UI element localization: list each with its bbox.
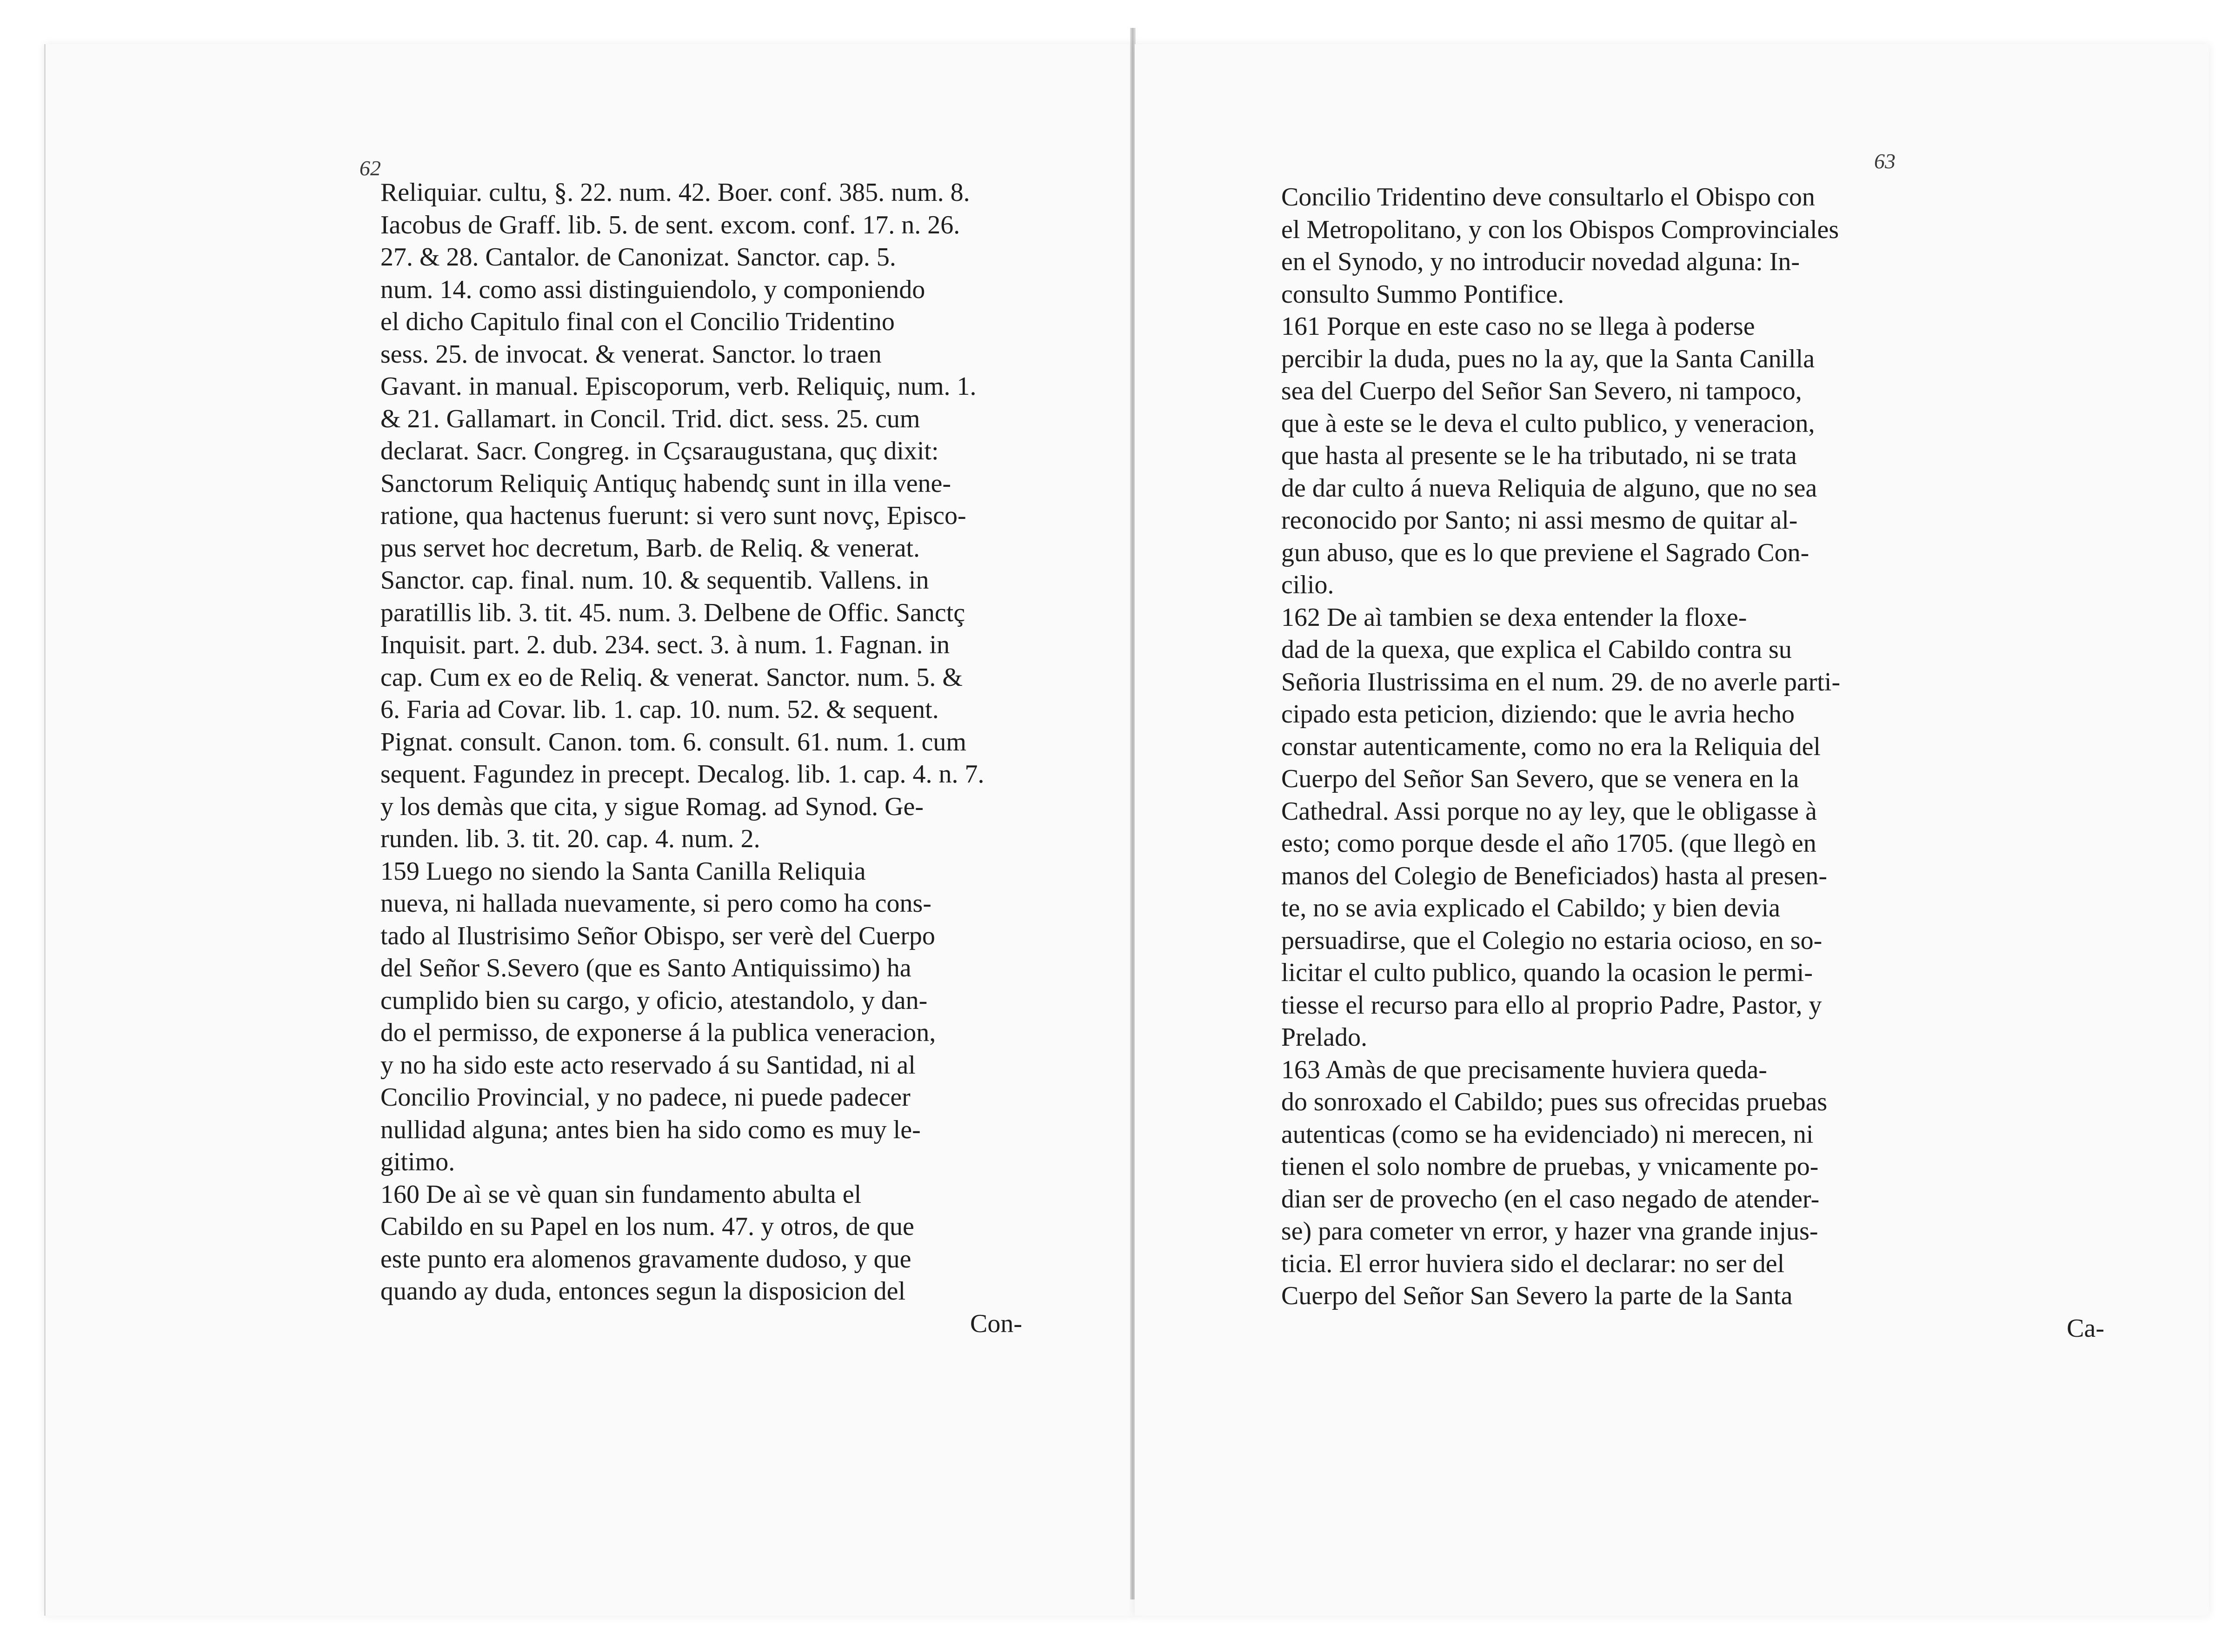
right-text-line: dad de la quexa, que explica el Cabildo contra su bbox=[1281, 635, 1792, 664]
right-text-line: percibir la duda, pues no la ay, que la Santa Canilla bbox=[1281, 344, 1815, 373]
right-text-line: cipado esta peticion, diziendo: que le avria hecho bbox=[1281, 700, 1795, 729]
left-text-line: 160 De aì se vè quan sin fundamento abulta el bbox=[380, 1180, 862, 1209]
left-text-line: y no ha sido este acto reservado á su Santidad, ni al bbox=[380, 1050, 916, 1080]
left-text-line: Sanctorum Reliquiç Antiquç habendç sunt in illa vene- bbox=[380, 469, 951, 498]
left-text-line: Inquisit. part. 2. dub. 234. sect. 3. à num. 1. Fagnan. in bbox=[380, 630, 950, 659]
left-text-line: 159 Luego no siendo la Santa Canilla Reliquia bbox=[380, 856, 866, 886]
left-text-line: num. 14. como assi distinguiendolo, y componiendo bbox=[380, 275, 925, 304]
right-text-line: tienen el solo nombre de pruebas, y vnicamente po- bbox=[1281, 1152, 1819, 1181]
right-text-line: persuadirse, que el Colegio no estaria ocioso, en so- bbox=[1281, 926, 1823, 955]
page-number-right: 63 bbox=[1874, 149, 1896, 173]
left-text-line: Cabildo en su Papel en los num. 47. y otros, de que bbox=[380, 1212, 914, 1241]
catchword-left: Con- bbox=[970, 1309, 1022, 1338]
page-number-left: 62 bbox=[359, 156, 381, 180]
left-text-line: nueva, ni hallada nuevamente, si pero como ha cons- bbox=[380, 889, 931, 918]
left-text-line: tado al Ilustrisimo Señor Obispo, ser verè del Cuerpo bbox=[380, 921, 935, 950]
right-page-text bbox=[1281, 181, 2118, 1345]
left-text-line: cumplido bien su cargo, y oficio, atestandolo, y dan- bbox=[380, 986, 928, 1015]
left-text-line: 6. Faria ad Covar. lib. 1. cap. 10. num. 52. & sequent. bbox=[380, 695, 939, 724]
left-text-line: 27. & 28. Cantalor. de Canonizat. Sanctor. cap. 5. bbox=[380, 243, 896, 272]
right-text-line: Cuerpo del Señor San Severo, que se venera en la bbox=[1281, 764, 1799, 793]
left-text-line: pus servet hoc decretum, Barb. de Reliq. & venerat. bbox=[380, 533, 920, 563]
right-text-line: licitar el culto publico, quando la ocasion le permi- bbox=[1281, 958, 1813, 987]
right-text-line: ticia. El error huviera sido el declarar: no ser del bbox=[1281, 1249, 1785, 1278]
right-text-line: en el Synodo, y no introducir novedad alguna: In- bbox=[1281, 247, 1800, 276]
right-text-line: que hasta al presente se le ha tributado, ni se trata bbox=[1281, 441, 1797, 470]
right-text-line: se) para cometer vn error, y hazer vna grande injus- bbox=[1281, 1217, 1818, 1246]
right-text-line: gun abuso, que es lo que previene el Sagrado Con- bbox=[1281, 538, 1809, 567]
right-text-line: reconocido por Santo; ni assi mesmo de quitar al- bbox=[1281, 506, 1798, 535]
right-text-line: 161 Porque en este caso no se llega à poderse bbox=[1281, 312, 1755, 341]
left-page-text bbox=[380, 177, 1036, 1340]
left-text-line: cap. Cum ex eo de Reliq. & venerat. Sanctor. num. 5. & bbox=[380, 663, 963, 692]
left-page bbox=[44, 44, 1136, 1616]
left-text-line: & 21. Gallamart. in Concil. Trid. dict. sess. 25. cum bbox=[380, 404, 920, 433]
right-text-line: tiesse el recurso para ello al proprio Padre, Pastor, y bbox=[1281, 990, 1822, 1020]
left-text-line: paratillis lib. 3. tit. 45. num. 3. Delbene de Offic. Sanctç bbox=[380, 598, 965, 627]
right-text-line: consulto Summo Pontifice. bbox=[1281, 279, 1564, 309]
left-text-line: Iacobus de Graff. lib. 5. de sent. excom. conf. 17. n. 26. bbox=[380, 210, 960, 239]
right-text-line: Cuerpo del Señor San Severo la parte de la Santa bbox=[1281, 1281, 1793, 1310]
right-text-line: te, no se avia explicado el Cabildo; y bien devia bbox=[1281, 894, 1780, 922]
right-text-line: constar autenticamente, como no era la Reliquia del bbox=[1281, 732, 1821, 761]
right-text-line: autenticas (como se ha evidenciado) ni merecen, ni bbox=[1281, 1120, 1814, 1149]
left-text-line: nullidad alguna; antes bien ha sido como es muy le- bbox=[380, 1115, 921, 1144]
right-text-line: que à este se le deva el culto publico, y veneracion, bbox=[1281, 409, 1815, 438]
left-text-line: Gavant. in manual. Episcoporum, verb. Reliquiç, num. 1. bbox=[380, 372, 977, 401]
left-text-line: Pignat. consult. Canon. tom. 6. consult. 61. num. 1. cum bbox=[380, 727, 966, 756]
catchword-right: Ca- bbox=[2067, 1314, 2104, 1343]
left-text-line: ratione, qua hactenus fuerunt: si vero sunt novç, Episco- bbox=[380, 501, 966, 530]
left-text-line: do el permisso, de exponerse á la publica veneracion, bbox=[380, 1018, 936, 1047]
left-text-line: gitimo. bbox=[380, 1148, 455, 1176]
left-text-line: Reliquiar. cultu, §. 22. num. 42. Boer. conf. 385. num. 8. bbox=[380, 178, 970, 207]
right-text-line: dian ser de provecho (en el caso negado de atender- bbox=[1281, 1184, 1820, 1214]
right-text-line: Cathedral. Assi porque no ay ley, que le obligasse à bbox=[1281, 796, 1817, 826]
right-text-line: Concilio Tridentino deve consultarlo el Obispo con bbox=[1281, 183, 1815, 212]
right-text-line: do sonroxado el Cabildo; pues sus ofrecidas pruebas bbox=[1281, 1088, 1828, 1116]
right-text-line: Prelado. bbox=[1281, 1023, 1368, 1052]
left-text-line: sequent. Fagundez in precept. Decalog. lib. 1. cap. 4. n. 7. bbox=[380, 760, 984, 789]
left-text-line: este punto era alomenos gravamente dudoso, y que bbox=[380, 1244, 911, 1274]
left-text-line: del Señor S.Severo (que es Santo Antiquissimo) ha bbox=[380, 954, 911, 982]
right-page bbox=[1135, 44, 2209, 1616]
left-text-line: quando ay duda, entonces segun la disposicion del bbox=[380, 1277, 906, 1306]
right-text-line: de dar culto á nueva Reliquia de alguno, que no sea bbox=[1281, 473, 1817, 503]
left-text-line: sess. 25. de invocat. & venerat. Sanctor. lo traen bbox=[380, 339, 882, 369]
right-text-line: 162 De aì tambien se dexa entender la floxe- bbox=[1281, 603, 1747, 632]
left-text-line: Concilio Provincial, y no padece, ni puede padecer bbox=[380, 1083, 911, 1112]
left-text-line: declarat. Sacr. Congreg. in Cçsaraugustana, quç dixit: bbox=[380, 437, 939, 465]
right-text-line: el Metropolitano, y con los Obispos Comprovinciales bbox=[1281, 215, 1839, 244]
right-text-line: esto; como porque desde el año 1705. (que llegò en bbox=[1281, 829, 1816, 858]
right-text-line: 163 Amàs de que precisamente huviera queda- bbox=[1281, 1055, 1767, 1084]
left-text-line: Sanctor. cap. final. num. 10. & sequentib. Vallens. in bbox=[380, 566, 929, 595]
left-text-line: el dicho Capitulo final con el Concilio Tridentino bbox=[380, 307, 895, 336]
left-text-line: y los demàs que cita, y sigue Romag. ad Synod. Ge- bbox=[380, 792, 924, 821]
right-text-line: cilio. bbox=[1281, 571, 1334, 599]
right-text-line: manos del Colegio de Beneficiados) hasta al presen- bbox=[1281, 861, 1828, 890]
right-text-line: sea del Cuerpo del Señor San Severo, ni tampoco, bbox=[1281, 377, 1802, 405]
right-text-line: Señoria Ilustrissima en el num. 29. de no averle parti- bbox=[1281, 667, 1841, 697]
left-text-line: runden. lib. 3. tit. 20. cap. 4. num. 2. bbox=[380, 824, 760, 853]
